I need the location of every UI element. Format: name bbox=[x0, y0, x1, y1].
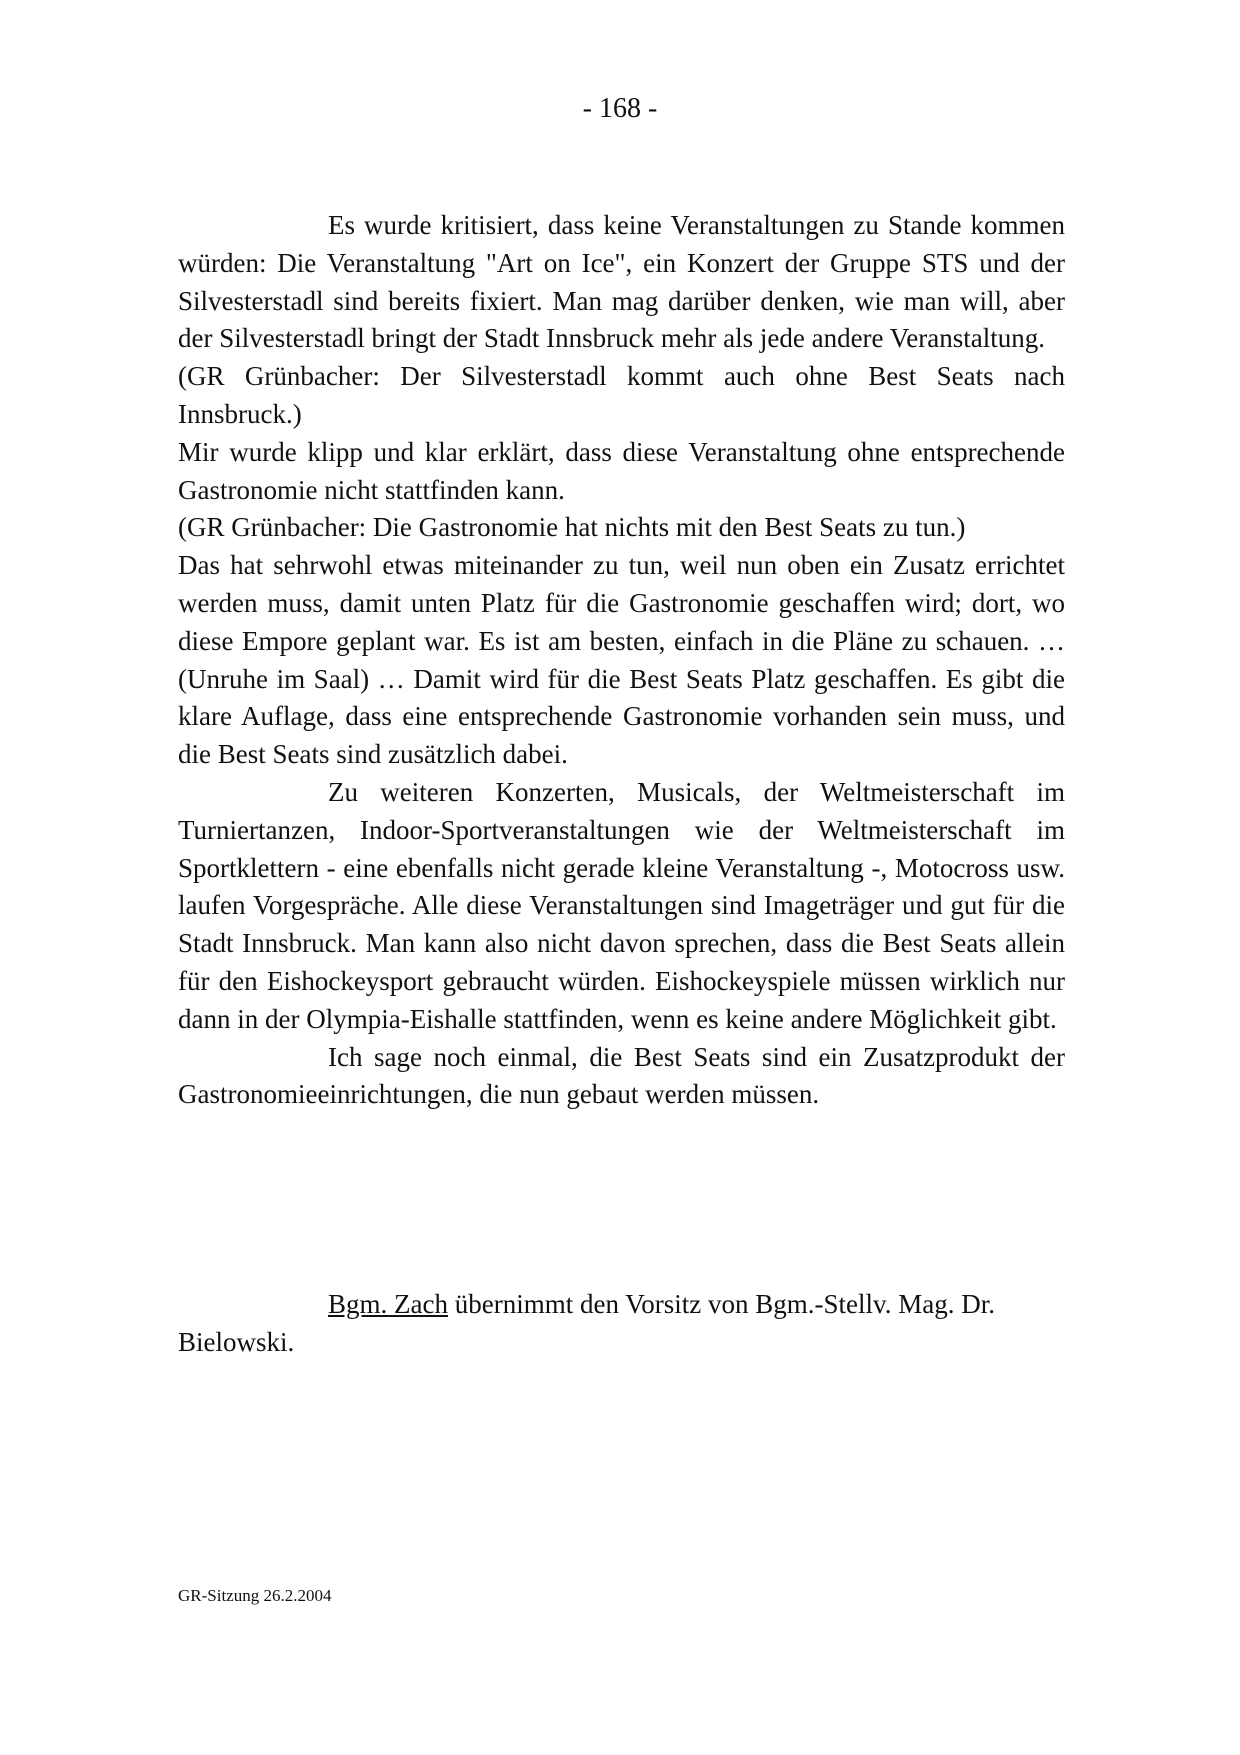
speaker-name: Bgm. Zach bbox=[328, 1289, 448, 1319]
page-number: - 168 - bbox=[582, 93, 658, 124]
interjection-1: (GR Grünbacher: Der Silvesterstadl kommt auch ohne Best Seats nach Innsbruck.) bbox=[178, 361, 1065, 429]
paragraph-2: Mir wurde klipp und klar erklärt, dass diese Veranstaltung ohne entsprechende Gastronomie nicht stattfinden kann. bbox=[178, 436, 1065, 505]
paragraph-1: Es wurde kritisiert, dass keine Veranstaltungen zu Stande kommen würden: Die Veranstaltung "Art on Ice", ein Konzert der Gruppe STS und der Silvesterstadl sind bereits fixiert. Man mag darüber denken, wie man will, aber der Silvesterstadl bringt der Stadt Innsbruck mehr als jede andere Veranstaltung. bbox=[178, 210, 1065, 354]
paragraph-3: Das hat sehrwohl etwas miteinander zu tun, weil nun oben ein Zusatz errichtet werden muss, damit unten Platz für die Gastronomie geschaffen wird; dort, wo diese Empore geplant war. Es ist am besten, einfach in die Pläne zu schauen. … (Unruhe im Saal) … Damit wird für die Best Seats Platz geschaffen. Es gibt die klare Auflage, dass eine entsprechende Gastronomie vorhanden sein muss, und die Best Seats sind zusätzlich dabei. bbox=[178, 550, 1065, 770]
paragraph-4: Zu weiteren Konzerten, Musicals, der Weltmeisterschaft im Turniertanzen, Indoor-Sportveranstaltungen wie der Weltmeisterschaft im Sportklettern - eine ebenfalls nicht gerade kleine Veranstaltung -, Motocross usw. laufen Vorgespräche. Alle diese Veranstaltungen sind Imageträger und gut für die Stadt Innsbruck. Man kann also nicht davon sprechen, dass die Best Seats allein für den Eishockeysport gebraucht würden. Eishockeyspiele müssen wirklich nur dann in der Olympia-Eishalle stattfinden, wenn es keine andere Möglichkeit gibt. bbox=[178, 776, 1065, 1034]
footer-session-label: GR-Sitzung 26.2.2004 bbox=[178, 1586, 332, 1605]
chair-change-text: übernimmt den Vorsitz von Bgm.-Stellv. Mag. Dr. Bielowski. bbox=[178, 1289, 995, 1357]
chair-change-note bbox=[178, 1286, 1065, 1362]
paragraph-5: Ich sage noch einmal, die Best Seats sind ein Zusatzprodukt der Gastronomieeinrichtungen, die nun gebaut werden müssen. bbox=[178, 1041, 1065, 1110]
interjection-2: (GR Grünbacher: Die Gastronomie hat nichts mit den Best Seats zu tun.) bbox=[178, 512, 966, 543]
chair-change-paragraph bbox=[178, 1286, 1065, 1362]
body-text bbox=[178, 207, 1065, 1114]
